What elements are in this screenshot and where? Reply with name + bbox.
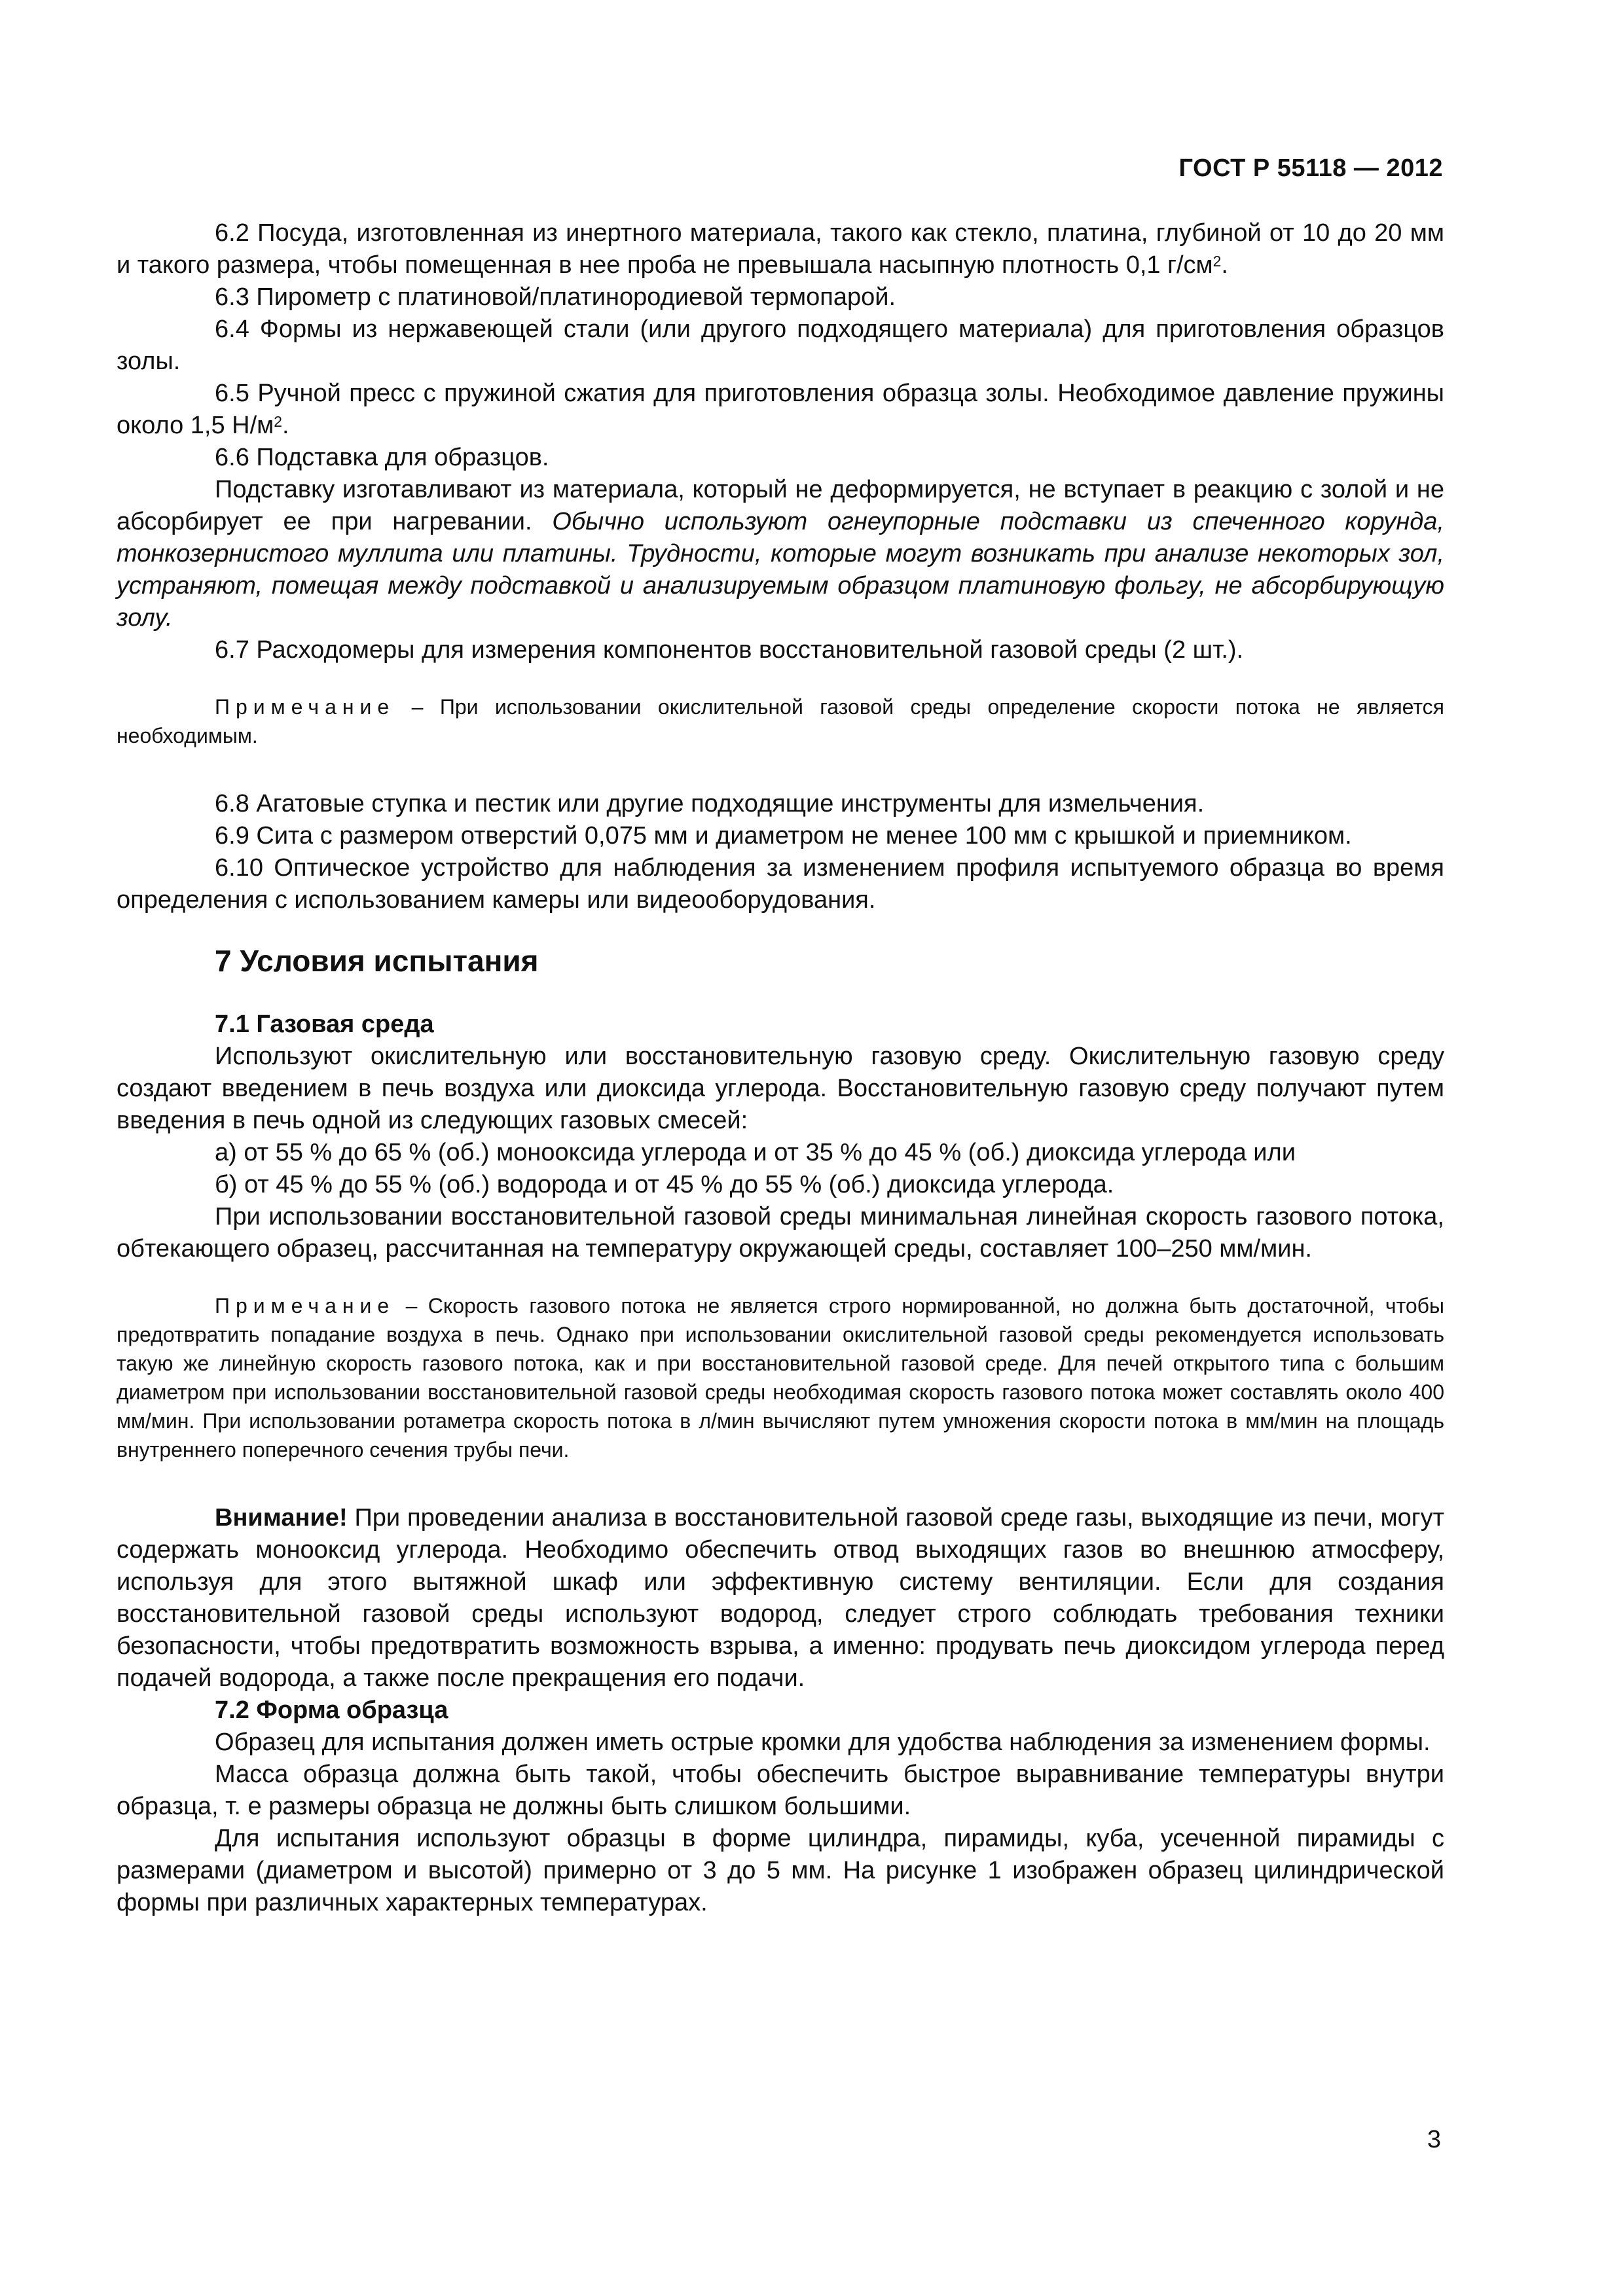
note-label: Примечание (215, 695, 395, 719)
text: 6.2 Посуда, изготовленная из инертного материала, такого как стекло, платина, глубиной от 10 до 20 мм и такого размера, чтобы помещенная в нее проба не превышала насыпную плотность 0,1 г/см (117, 219, 1444, 279)
warning-text: При проведении анализа в восстановительной газовой среде газы, выходящие из печи, могут содержать монооксид углерода. Необходимо обеспечить отвод выходящих газов во внешнюю атмосферу, используя для этого вытяжной шкаф или эффективную систему вентиляции. Если для создания восстановительной газовой среды используют водород, следует строго соблюдать требования техники безопасности, чтобы предотвратить возможность взрыва, а именно: продувать печь диоксидом углерода перед подачей водорода, а также после прекращения его подачи. (117, 1504, 1444, 1692)
note-text: – Скорость газового потока не является строго нормированной, но должна быть достаточной, чтобы предотвратить попадание воздуха в печь. Однако при использовании окислительной газовой среды рекомендуется использовать такую же линейную скорость газового потока, как и при восстановительной газовой среде. Для печей открытого типа с большим диаметром при использовании восстановительной газовой среды необходимая скорость газового потока может составлять около 400 мм/мин. При использовании ротаметра скорость потока в л/мин вычисляют путем умножения скорости потока в мм/мин на площадь внутреннего поперечного сечения трубы печи. (117, 1294, 1444, 1462)
paragraph-6-10: 6.10 Оптическое устройство для наблюдения за изменением профиля испытуемого образца во время определения с использованием камеры или видеооборудования. (117, 854, 1444, 914)
paragraph-6-7: 6.7 Расходомеры для измерения компонентов восстановительной газовой среды (2 шт.). (215, 636, 1244, 664)
superscript: 2 (274, 412, 282, 430)
text: 6.5 Ручной пресс с пружиной сжатия для приготовления образца золы. Необходимое давление пружины около 1,5 Н/м (117, 380, 1444, 439)
text: . (282, 412, 289, 439)
warning-label: Внимание! (215, 1504, 348, 1532)
document-body (117, 217, 1444, 1919)
paragraph-6-4: 6.4 Формы из нержавеющей стали (или другого подходящего материала) для приготовления образцов золы. (117, 315, 1444, 375)
subsection-heading-7-2: 7.2 Форма образца (215, 1696, 448, 1724)
superscript: 2 (1213, 252, 1222, 270)
subsection-heading-7-1: 7.1 Газовая среда (215, 1011, 434, 1038)
note-text: – При использовании окислительной газовой среды определение скорости потока не является необходимым. (117, 695, 1444, 747)
section-heading-7: 7 Условия испытания (215, 944, 539, 978)
paragraph-7-1-b: При использовании восстановительной газовой среды минимальная линейная скорость газового потока, обтекающего образец, рассчитанная на температуру окружающей среды, составляет 100–250 мм/мин. (117, 1203, 1444, 1263)
paragraph-6-2 (117, 217, 1444, 281)
text: . (1221, 251, 1228, 279)
paragraph-7-2-b: Масса образца должна быть такой, чтобы обеспечить быстрое выравнивание температуры внутри образца, т. е размеры образца не должны быть слишком большими. (117, 1761, 1444, 1820)
paragraph-7-2-a: Образец для испытания должен иметь острые кромки для удобства наблюдения за изменением формы. (215, 1729, 1431, 1756)
italic-text: Обычно используют огнеупорные подставки из спеченного корунда, тонкозернистого муллита или платины. Трудности, которые могут возникать при анализе некоторых зол, устраняют, помещая между подставкой и анализируемым образцом платиновую фольгу, не абсорбирующую золу. (117, 508, 1444, 632)
paragraph-6-9: 6.9 Сита с размером отверстий 0,075 мм и диаметром не менее 100 мм с крышкой и приемником. (215, 822, 1352, 850)
paragraph-6-5 (117, 378, 1444, 442)
document-header: ГОСТ Р 55118 — 2012 (1178, 154, 1443, 182)
note-2 (117, 1291, 1444, 1464)
list-item-b: б) от 45 % до 55 % (об.) водорода и от 45 % до 55 % (об.) диоксида углерода. (215, 1171, 1114, 1198)
note-1 (117, 692, 1444, 750)
paragraph-6-8: 6.8 Агатовые ступка и пестик или другие подходящие инструменты для измельчения. (215, 790, 1205, 817)
warning-paragraph (117, 1502, 1444, 1695)
paragraph-6-6-description (117, 474, 1444, 634)
paragraph-6-6: 6.6 Подставка для образцов. (215, 444, 549, 471)
page-number: 3 (1427, 2126, 1441, 2153)
paragraph-7-2-c: Для испытания используют образцы в форме цилиндра, пирамиды, куба, усеченной пирамиды с размерами (диаметром и высотой) примерно от 3 до 5 мм. На рисунке 1 изображен образец цилиндрической формы при различных характерных температурах. (117, 1825, 1444, 1916)
paragraph-6-3: 6.3 Пирометр с платиновой/платинородиевой термопарой. (215, 283, 896, 311)
text: Подставку изготавливают из материала, который не деформируется, не вступает в реакцию с золой и не абсорбирует ее при нагревании. (117, 476, 1444, 535)
paragraph-7-1-a: Используют окислительную или восстановительную газовую среду. Окислительную газовую среду создают введением в печь воздуха или диоксида углерода. Восстановительную газовую среду получают путем введения в печь одной из следующих газовых смесей: (117, 1043, 1444, 1134)
note-label: Примечание (215, 1294, 395, 1318)
list-item-a: а) от 55 % до 65 % (об.) монооксида углерода и от 35 % до 45 % (об.) диоксида углерода или (215, 1139, 1296, 1166)
